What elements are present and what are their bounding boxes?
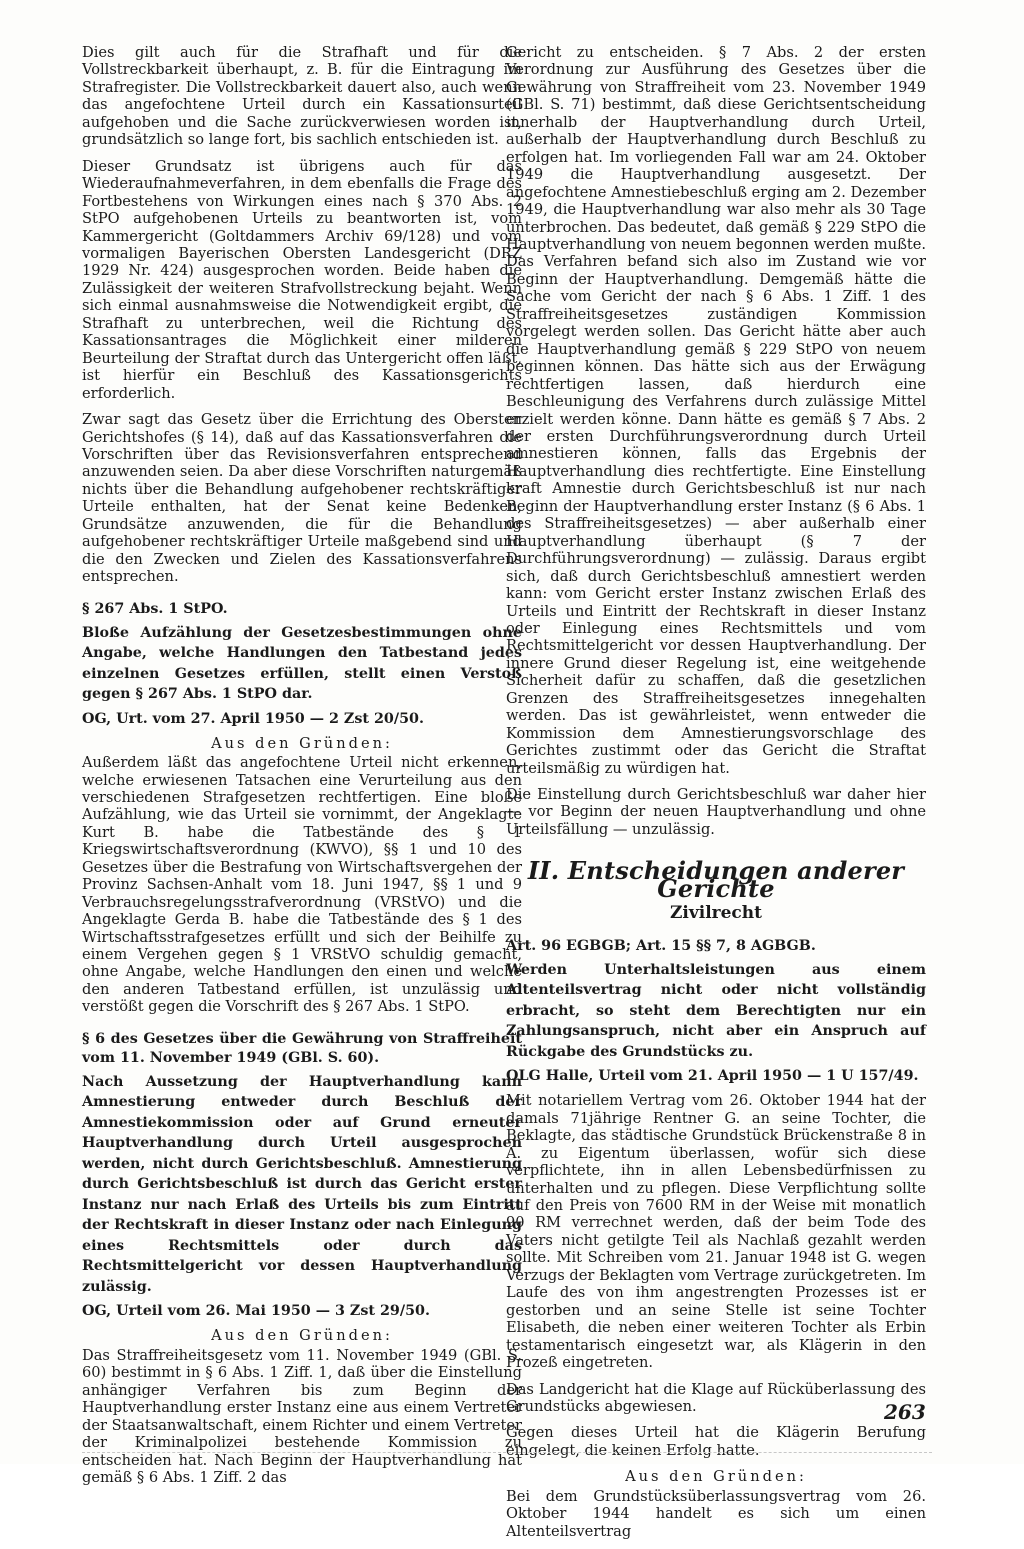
paragraph: Dieser Grundsatz ist übrigens auch für das Wiederaufnahmeverfahren, in dem ebenfalls die Frage des Fortbestehens von Wirkungen eines nach § 370 Abs. 2 StPO aufgehobenen Urteils zu beantworten ist, vom Kammergericht (Goltdammers Archiv 69/128) und vom vormaligen Bayerischen Obersten Landesgericht (DRZ 1929 Nr. 424) ausgesprochen worden. Beide haben die Zulässigkeit der weiteren Strafvollstreckung bejaht. Wenn sich einmal ausnahmsweise die Notwendigkeit ergibt, die Strafhaft zu unterbrechen, weil die Richtung des Kassationsantrages die Möglichkeit einer milderen Beurteilung der Straftat durch das Untergericht offen läßt, ist hierfür ein Beschluß des Kassationsgerichts erforderlich. [82, 157, 522, 402]
paragraph: Außerdem läßt das angefochtene Urteil nicht erkennen, welche erwiesenen Tatsachen eine Verurteilung aus den verschiedenen Strafgesetzen rechtfertigen. Eine bloße Aufzählung, wie das Urteil sie vornimmt, der Angeklagte Kurt B. habe die Tatbestände des § 1 Kriegswirtschaftsverordnung (KWVO), §§ 1 und 10 des Gesetzes über die Bestrafung von Wirtschaftsvergehen der Provinz Sachsen-Anhalt vom 18. Juni 1947, §§ 1 und 9 Verbrauchsregelungsstrafverordnung (VRStVO) und die Angeklagte Gerda B. habe die Tatbestände des § 1 des Wirtschaftsstrafgesetzes erfüllt und sich der Beihilfe zu einem Vergehen gegen § 1 VRStVO schuldig gemacht, ohne Angabe, welche Handlungen den einen und welche den anderen Tatbestand erfüllen, ist unzulässig und verstößt gegen die Vorschrift des § 267 Abs. 1 StPO. [82, 754, 522, 1016]
section-title: II. Entscheidungen anderer Gerichte [527, 856, 905, 903]
court-citation: OLG Halle, Urteil vom 21. April 1950 — 1 U 157/49. [506, 1068, 919, 1085]
paragraph: Das Landgericht hat die Klage auf Rücküberlassung des Grundstücks abgewiesen. [506, 1380, 926, 1415]
paragraph: Zwar sagt das Gesetz über die Errichtung des Obersten Gerichtshofes (§ 14), daß auf das Kassationsverfahren die Vorschriften über das Revisionsverfahren entsprechend anzuwenden seien. Da aber diese Vorschriften naturgemäß nichts über die Behandlung aufgehobener rechtskräftiger Urteile enthalten, hat der Senat keine Bedenken, Grundsätze anzuwenden, die für die Behandlung aufgehobener rechtskräftiger Urteile maßgebend sind und die den Zwecken und Zielen des Kassationsverfahrens entsprechen. [82, 411, 522, 586]
court-citation: OG, Urt. vom 27. April 1950 — 2 Zst 20/50. [82, 710, 424, 727]
headnote: Nach Aussetzung der Hauptverhandlung kann Amnestierung entweder durch Beschluß der Amnestiekommission oder auf Grund erneuter Hauptverhandlung durch Urteil ausgesprochen werden, nicht durch Gerichtsbeschluß. Amnestierung durch Gerichtsbeschluß ist durch das Gericht erster Instanz nur nach Erlaß des Urteils bis zum Eintritt der Rechtskraft in dieser Instanz oder nach Einlegung eines Rechtsmittels oder durch das Rechtsmittelgericht vor dessen Hauptverhandlung zulässig. [82, 1073, 522, 1295]
reasons-heading: Aus den Gründen: [211, 1327, 393, 1345]
paragraph: Gegen dieses Urteil hat die Klägerin Berufung eingelegt, die keinen Erfolg hatte. [506, 1424, 926, 1459]
statute-heading: § 6 des Gesetzes über die Gewährung von Straffreiheit vom 11. November 1949 (GBl. S. 60). [82, 1030, 522, 1066]
bottom-rule [82, 1452, 932, 1453]
right-column [506, 44, 926, 1549]
statute-heading: Art. 96 EGBGB; Art. 15 §§ 7, 8 AGBGB. [506, 937, 816, 954]
paragraph: Mit notariellem Vertrag vom 26. Oktober 1944 hat der damals 71jährige Rentner G. an seine Tochter, die Beklagte, das städtische Grundstück Brückenstraße 8 in A. zu Eigentum überlassen, wofür sich diese verpflichtete, ihn in allen Lebensbedürfnissen zu unterhalten und zu pflegen. Diese Verpflichtung sollte auf den Preis von 7600 RM in der Weise mit monatlich 90 RM verrechnet werden, daß der beim Tode des Vaters nicht getilgte Teil als Nachlaß gezahlt werden sollte. Mit Schreiben vom 21. Januar 1948 ist G. wegen Verzugs der Beklagten vom Vertrage zurückgetreten. Im Laufe des von ihm angestrengten Prozesses ist er gestorben und an seine Stelle ist seine Tochter Elisabeth, die neben einer weiteren Tochter als Erbin testamentarisch eingesetzt war, als Klägerin in den Prozeß eingetreten. [506, 1092, 926, 1372]
left-column [82, 44, 522, 1495]
statute-heading: § 267 Abs. 1 StPO. [82, 600, 228, 617]
reasons-heading: Aus den Gründen: [211, 734, 393, 752]
paragraph: Die Einstellung durch Gerichtsbeschluß war daher hier — vor Beginn der neuen Hauptverhandlung und ohne Urteilsfällung — unzulässig. [506, 786, 926, 838]
paragraph: Das Straffreiheitsgesetz vom 11. November 1949 (GBl. S. 60) bestimmt in § 6 Abs. 1 Ziff. 1, daß über die Einstellung anhängiger Verfahren bis zum Beginn der Hauptverhandlung erster Instanz eine aus einem Vertreter der Staatsanwaltschaft, einem Richter und einem Vertreter der Kriminalpolizei bestehende Kommission zu entscheiden hat. Nach Beginn der Hauptverhandlung hat gemäß § 6 Abs. 1 Ziff. 2 das [82, 1346, 522, 1486]
paragraph: Dies gilt auch für die Strafhaft und für die Vollstreckbarkeit überhaupt, z. B. für die Eintragung im Strafregister. Die Vollstreckbarkeit dauert also, auch wenn das angefochtene Urteil durch ein Kassationsurteil aufgehoben und die Sache zurückverwiesen worden ist, grundsätzlich so lange fort, bis sachlich entschieden ist. [82, 44, 522, 149]
reasons-heading: Aus den Gründen: [625, 1468, 807, 1486]
court-citation: OG, Urteil vom 26. Mai 1950 — 3 Zst 29/50. [82, 1303, 430, 1320]
headnote: Werden Unterhaltsleistungen aus einem Altenteilsvertrag nicht oder nicht vollständig erbracht, so steht dem Berechtigten nur ein Zahlungsanspruch, nicht aber ein Anspruch auf Rückgabe des Grundstücks zu. [506, 961, 926, 1060]
headnote: Bloße Aufzählung der Gesetzesbestimmungen ohne Angabe, welche Handlungen den Tatbestand jedes einzelnen Gesetzes erfüllen, stellt einen Verstoß gegen § 267 Abs. 1 StPO dar. [82, 624, 522, 703]
page-number: 263 [884, 1400, 926, 1424]
subsection-title: Zivilrecht [670, 903, 762, 924]
paragraph: Gericht zu entscheiden. § 7 Abs. 2 der ersten Verordnung zur Ausführung des Gesetzes über die Gewährung von Straffreiheit vom 23. November 1949 (GBl. S. 71) bestimmt, daß diese Gerichtsentscheidung innerhalb der Hauptverhandlung durch Urteil, außerhalb der Hauptverhandlung durch Beschluß zu erfolgen hat. Im vorliegenden Fall war am 24. Oktober 1949 die Hauptverhandlung ausgesetzt. Der angefochtene Amnestiebeschluß erging am 2. Dezember 1949, die Hauptverhandlung war also mehr als 30 Tage unterbrochen. Das bedeutet, daß gemäß § 229 StPO die Hauptverhandlung von neuem begonnen werden mußte. Das Verfahren befand sich also im Zustand wie vor Beginn der Hauptverhandlung. Demgemäß hätte die Sache vom Gericht der nach § 6 Abs. 1 Ziff. 1 des Straffreiheitsgesetzes zuständigen Kommission vorgelegt werden sollen. Das Gericht hätte aber auch die Hauptverhandlung gemäß § 229 StPO von neuem beginnen können. Das hätte sich aus der Erwägung rechtfertigen lassen, daß hierdurch eine Beschleunigung des Verfahrens durch zulässige Mittel erzielt werden könne. Dann hätte es gemäß § 7 Abs. 2 der ersten Durchführungsverordnung durch Urteil amnestieren können, falls das Ergebnis der Hauptverhandlung dies rechtfertigte. Eine Einstellung kraft Amnestie durch Gerichtsbeschluß ist nur nach Beginn der Hauptverhandlung erster Instanz (§ 6 Abs. 1 des Straffreiheitsgesetzes) — aber außerhalb einer Hauptverhandlung überhaupt (§ 7 der Durchführungsverordnung) — zulässig. Daraus ergibt sich, daß durch Gerichtsbeschluß amnestiert werden kann: vom Gericht erster Instanz zwischen Erlaß des Urteils und Eintritt der Rechtskraft in dieser Instanz oder Einlegung eines Rechtsmittels und vom Rechtsmittelgericht vor dessen Hauptverhandlung. Der innere Grund dieser Regelung ist, eine weitgehende Sicherheit dafür zu schaffen, daß die gesetzlichen Grenzen des Straffreiheitsgesetzes innegehalten werden. Das ist gewährleistet, wenn entweder die Kommission dem Amnestierungsvorschlage des Gerichtes zustimmt oder das Gericht die Straftat urteilsmäßig zu würdigen hat. [506, 44, 926, 777]
paragraph: Bei dem Grundstücksüberlassungsvertrag vom 26. Oktober 1944 handelt es sich um einen Altenteilsvertrag [506, 1487, 926, 1540]
